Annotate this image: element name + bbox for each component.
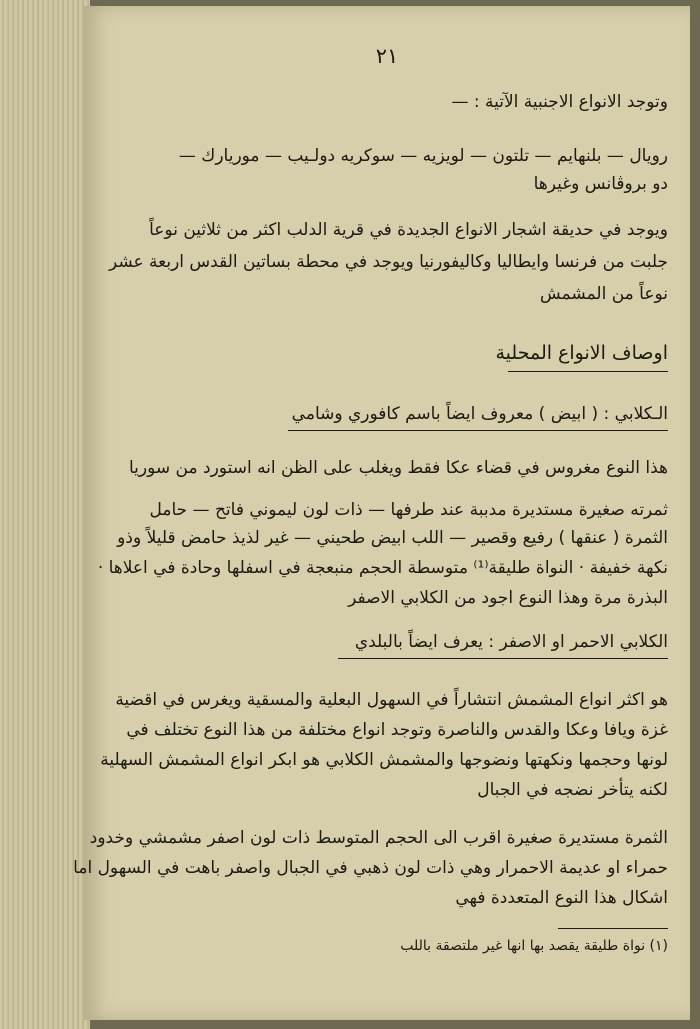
text-line: لونها وحجمها ونكهتها ونضوجها والمشمش الكلابي هو ابكر انواع المشمش السهلية xyxy=(100,750,668,770)
text-line: الثمرة ( عنقها ) رفيع وقصير — اللب ابيض طحيني — غير لذيذ حامض قليلاً وذو xyxy=(117,528,668,548)
text-line: هو اكثر انواع المشمش انتشاراً في السهول البعلية والمسقية ويغرس في اقضية xyxy=(115,690,668,710)
text-line: لكنه يتأخر نضجه في الجبال xyxy=(477,780,668,800)
section-heading: اوصاف الانواع المحلية xyxy=(495,342,668,364)
heading-rule xyxy=(338,658,668,659)
text-line: غزة ويافا وعكا والقدس والناصرة وتوجد انواع مختلفة من هذا النوع تختلف في xyxy=(126,720,668,740)
text-line: حمراء او عديمة الاحمرار وهي ذات لون ذهبي في الجبال واصفر باهت في السهول اما xyxy=(73,858,668,878)
text-line: اشكال هذا النوع المتعددة فهي xyxy=(455,888,668,908)
variety-heading: الكلابي الاحمر او الاصفر : يعرف ايضاً بالبلدي xyxy=(354,632,668,652)
text-line: دو بروڤانس وغيرها xyxy=(533,174,668,194)
footnote: (١) نواة طليقة يقصد بها انها غير ملتصقة باللب xyxy=(400,938,668,954)
text-line: البذرة مرة وهذا النوع اجود من الكلابي الاصفر xyxy=(348,588,668,608)
text-line: هذا النوع مغروس في قضاء عكا فقط ويغلب على الظن انه استورد من سوريا xyxy=(129,458,668,478)
text-line: ثمرته صغيرة مستديرة مدببة عند طرفها — ذات لون ليموني فاتح — حامل xyxy=(149,500,668,520)
text-line: وتوجد الانواع الاجنبية الآتية : — xyxy=(451,92,668,112)
text-line: نكهة خفيفة · النواة طليقة⁽¹⁾ متوسطة الحجم منبعجة في اسفلها وحادة في اعلاها · xyxy=(97,558,668,578)
footnote-rule xyxy=(558,928,668,929)
heading-rule xyxy=(508,371,668,372)
text-line: جلبت من فرنسا وايطاليا وكاليفورنيا ويوجد في محطة بساتين القدس اربعة عشر xyxy=(108,252,668,272)
text-line: رويال — بلنهايم — تلتون — لويزيه — سوكريه دولـيب — موريارك — xyxy=(178,146,668,166)
book-page xyxy=(73,6,690,1020)
text-line: نوعاً من المشمش xyxy=(539,284,668,304)
text-line: ويوجد في حديقة اشجار الانواع الجديدة في قرية الدلب اكثر من ثلاثين نوعاً xyxy=(149,220,668,240)
page-number: ٢١ xyxy=(375,44,399,68)
variety-heading: الـكلابي : ( ابيض ) معروف ايضاً باسم كافوري وشامي xyxy=(291,404,668,424)
heading-rule xyxy=(288,430,668,431)
text-line: الثمرة مستديرة صغيرة اقرب الى الحجم المتوسط ذات لون اصفر مشمشي وخدود xyxy=(89,828,668,848)
